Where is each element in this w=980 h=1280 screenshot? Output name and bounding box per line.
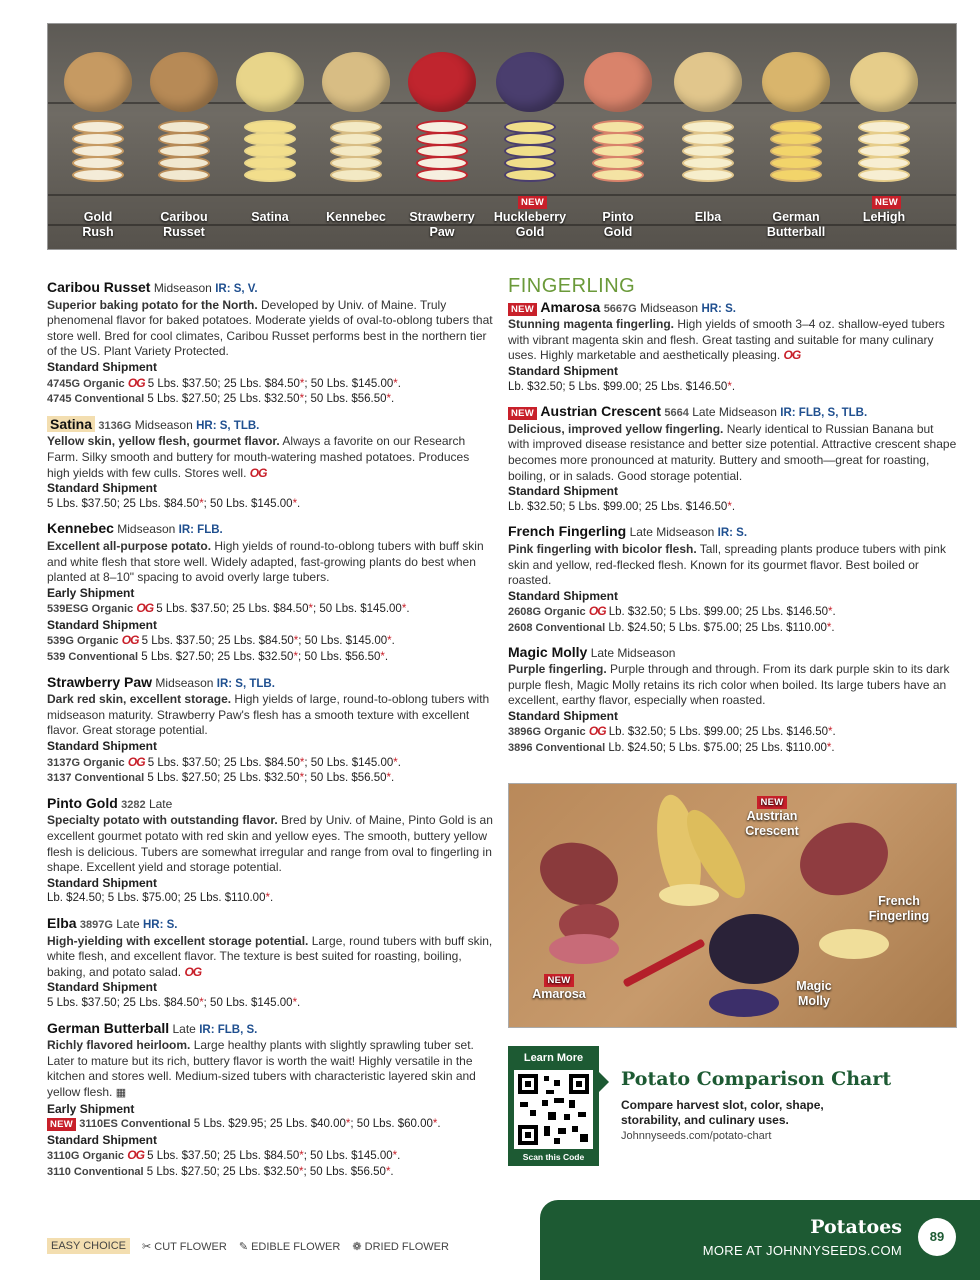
organic-icon: OG — [588, 604, 606, 619]
variety-kennebec: Kennebec Midseason IR: FLB. Excellent all-purpose potato. High yields of round-to-oblong tubers with buff skin and white flesh that store well. Widely adapted, fast-growing plants do best when planted at 8–10" spacing to avoid overly large tubers. Early Shipment 539ESG Organic OG 5 Lbs. $37.50; 25 Lbs. $84.50*; 50 Lbs. $145.00*. Standard Shipment 539G Organic OG 5 Lbs. $37.50; 25 Lbs. $84.50*; 50 Lbs. $145.00*. 539 Conventional 5 Lbs. $27.50; 25 Lbs. $32.50*; 50 Lbs. $56.50*. — [47, 520, 495, 665]
variety-strawberry-paw: Strawberry Paw Midseason IR: S, TLB. Dark red skin, excellent storage. High yields of large, round-to-oblong tubers with midseason maturity. Strawberry Paw's flesh has a smooth texture with excellent flavor. Great storage potential. Standard Shipment 3137G Organic OG 5 Lbs. $37.50; 25 Lbs. $84.50*; 50 Lbs. $145.00*. 3137 Conventional 5 Lbs. $27.50; 25 Lbs. $32.50*; 50 Lbs. $56.50*. — [47, 674, 495, 787]
new-badge: NEW — [518, 196, 547, 209]
arrow-right-icon — [599, 1072, 609, 1092]
price-line: 3137G Organic OG 5 Lbs. $37.50; 25 Lbs. $84.50*; 50 Lbs. $145.00*. — [47, 754, 401, 769]
new-badge: NEW — [508, 407, 537, 420]
photo-label-french: French Fingerling — [868, 894, 930, 923]
photo-label-austrian: NEW Austrian Crescent — [745, 797, 799, 838]
organic-icon: OG — [127, 375, 145, 390]
price-line: 2608G Organic OG Lb. $32.50; 5 Lbs. $99.00; 25 Lbs. $146.50*. — [508, 604, 836, 619]
potato-slice — [770, 168, 822, 182]
chart-description: Compare harvest slot, color, shape, storability, and culinary uses. — [621, 1098, 824, 1127]
scissors-icon: ✂ — [142, 1240, 152, 1253]
price-line: 5 Lbs. $37.50; 25 Lbs. $84.50*; 50 Lbs. $145.00*. — [47, 497, 301, 510]
page-number: 89 — [918, 1218, 956, 1256]
potato-slices — [244, 120, 296, 190]
price-line: 3896G Organic OG Lb. $32.50; 5 Lbs. $99.00; 25 Lbs. $146.50*. — [508, 724, 836, 739]
organic-icon: OG — [127, 754, 145, 769]
organic-icon: OG — [588, 724, 606, 739]
potato-slices — [682, 120, 734, 190]
potato-whole — [584, 52, 652, 112]
legend-cut-flower: ✂ CUT FLOWER — [142, 1240, 227, 1253]
potato-whole — [674, 52, 742, 112]
potato-slices — [858, 120, 910, 190]
variety-austrian-crescent: NEW Austrian Crescent 5664 Late Midseason IR: FLB, S, TLB. Delicious, improved yellow fingerling. Nearly identical to Russian Banana but with improved disease resistance and better size potential. Attractive crescent shape becomes more pronounced at maturity. Buttery and smooth—great for roasting, boiling, or in salads. Good storage potential. Standard Shipment Lb. $32.50; 5 Lbs. $99.00; 25 Lbs. $146.50*. — [508, 403, 957, 515]
potato-slices — [504, 120, 556, 190]
potato-shape — [709, 914, 799, 984]
potato-shape — [531, 832, 627, 916]
price-line: 539G Organic OG 5 Lbs. $37.50; 25 Lbs. $84.50*; 50 Lbs. $145.00*. — [47, 633, 395, 648]
organic-icon: OG — [136, 601, 154, 616]
shipment-heading: Standard Shipment — [47, 359, 158, 374]
legend-dried-flower: ❁ DRIED FLOWER — [352, 1240, 449, 1253]
new-badge: NEW — [47, 1118, 76, 1131]
potato-slice — [330, 168, 382, 182]
price-line: 3110G Organic OG 5 Lbs. $37.50; 25 Lbs. $84.50*; 50 Lbs. $145.00*. — [47, 1148, 401, 1163]
price-line: NEW 3110ES Conventional 5 Lbs. $29.95; 25 Lbs. $40.00*; 50 Lbs. $60.00*. — [47, 1117, 495, 1133]
hero-variety-label: Caribou Russet — [160, 210, 208, 239]
potato-slice — [682, 168, 734, 182]
hero-variety-label: Kennebec — [326, 210, 386, 224]
variety-description: Developed by Univ. of Maine. Truly phenomenal flavor for baked potatoes. Moderate yields of oval-to-oblong tubers that store well. Bred for cool climates, Caribou Russet performs best in the northern tier of the US. Plant Variety Protected. — [47, 297, 493, 359]
variety-magic-molly: Magic Molly Late Midseason Purple fingerling. Purple through and through. From its dark purple skin to its dark purple flesh, Magic Molly retains its rich color when boiled. Its large tubers have an excellent, earthy flavor, especially when roasted. Standard Shipment 3896G Organic OG Lb. $32.50; 5 Lbs. $99.00; 25 Lbs. $146.50*. 3896 Conventional Lb. $24.50; 5 Lbs. $75.00; 25 Lbs. $110.00*. — [508, 644, 957, 756]
new-badge: NEW — [508, 303, 537, 316]
potato-whole — [322, 52, 390, 112]
price-line: 2608 Conventional Lb. $24.50; 5 Lbs. $75.00; 25 Lbs. $110.00*. — [508, 621, 835, 634]
edible-flower-icon: ✎ — [238, 1240, 249, 1253]
variety-pinto-gold: Pinto Gold 3282 Late Specialty potato with outstanding flavor. Bred by Univ. of Maine, Pinto Gold is an excellent gourmet potato with red skin and yellow eyes. The smooth, buttery yellow flesh is delicious. Tubers are somewhat irregular and range from oval to fingerling in shape. Excellent yield and storage potential. Standard Shipment Lb. $24.50; 5 Lbs. $75.00; 25 Lbs. $110.00*. — [47, 795, 495, 907]
hero-variety-label: LeHigh — [862, 210, 906, 224]
potato-slices — [770, 120, 822, 190]
new-badge: NEW — [872, 196, 901, 209]
qr-learn-more: Learn More — [523, 1052, 584, 1064]
left-column — [47, 279, 495, 1188]
price-line: 539ESG Organic OG 5 Lbs. $37.50; 25 Lbs. $84.50*; 50 Lbs. $145.00*. — [47, 601, 410, 616]
organic-icon: OG — [184, 964, 202, 979]
organic-icon: OG — [121, 633, 139, 648]
price-line: Lb. $32.50; 5 Lbs. $99.00; 25 Lbs. $146.50*. — [508, 500, 736, 513]
potato-slice — [709, 989, 779, 1017]
hero-variety-label: German Butterball — [766, 210, 826, 239]
variety-lead: Superior baking potato for the North. — [47, 297, 258, 312]
variety-resistance: IR: S, V. — [215, 283, 258, 295]
hero-variety-label: Huckleberry Gold — [493, 210, 567, 239]
hero-potato-photo — [47, 23, 957, 250]
potato-slices — [416, 120, 468, 190]
potato-slice — [72, 168, 124, 182]
variety-code: 3136G — [98, 419, 132, 432]
hero-variety-label: Satina — [251, 210, 289, 224]
price-line: 4745 Conventional 5 Lbs. $27.50; 25 Lbs. $32.50*; 50 Lbs. $56.50*. — [47, 393, 395, 406]
section-heading-fingerling: FINGERLING — [508, 275, 636, 297]
chart-title: Potato Comparison Chart — [621, 1068, 892, 1090]
photo-label-molly: Magic Molly — [796, 979, 832, 1008]
variety-amarosa: NEW Amarosa 5667G Midseason HR: S. Stunning magenta fingerling. High yields of smooth 3–4 oz. shallow-eyed tubers with vibrant magenta skin and flesh. Great tasting and suitable for many culinary uses. Highly marketable and aesthetically pleasing. OG Standard Shipment Lb. $32.50; 5 Lbs. $99.00; 25 Lbs. $146.50*. — [508, 299, 957, 396]
price-line: 3137 Conventional 5 Lbs. $27.50; 25 Lbs. $32.50*; 50 Lbs. $56.50*. — [47, 772, 395, 785]
hero-variety-label: Pinto Gold — [602, 210, 634, 239]
price-line: 5 Lbs. $37.50; 25 Lbs. $84.50*; 50 Lbs. $145.00*. — [47, 996, 301, 1009]
price-line: 4745G Organic OG 5 Lbs. $37.50; 25 Lbs. $84.50*; 50 Lbs. $145.00*. — [47, 375, 401, 390]
price-line: Lb. $24.50; 5 Lbs. $75.00; 25 Lbs. $110.00*. — [47, 892, 274, 905]
organic-icon: OG — [783, 348, 801, 363]
variety-name: Satina — [47, 416, 95, 432]
potato-slice — [244, 168, 296, 182]
icon-legend — [47, 1238, 449, 1254]
potato-whole — [496, 52, 564, 112]
potato-whole — [64, 52, 132, 112]
hero-variety-label: Strawberry Paw — [409, 210, 475, 239]
organic-icon: OG — [249, 465, 267, 480]
qr-code-icon[interactable] — [514, 1070, 593, 1149]
variety-elba: Elba 3897G Late HR: S. High-yielding with excellent storage potential. Large, round tubers with buff skin, white flesh, and excellent flavor. The texture is best suited for roasting, boiling, baking, and potato salad. OG Standard Shipment 5 Lbs. $37.50; 25 Lbs. $84.50*; 50 Lbs. $145.00*. — [47, 915, 495, 1012]
potato-slice — [158, 168, 210, 182]
hero-variety-label: Gold Rush — [82, 210, 114, 239]
page-footer — [540, 1200, 980, 1280]
variety-name: Caribou Russet — [47, 279, 151, 295]
price-line: 3110 Conventional 5 Lbs. $27.50; 25 Lbs. $32.50*; 50 Lbs. $56.50*. — [47, 1165, 394, 1178]
potato-whole — [762, 52, 830, 112]
potato-whole — [408, 52, 476, 112]
variety-season: Midseason — [153, 281, 212, 295]
potato-slice — [819, 929, 889, 959]
potato-slice — [504, 168, 556, 182]
potato-slice — [592, 168, 644, 182]
qr-pattern — [514, 1070, 593, 1149]
legend-easy-choice: EASY CHOICE — [47, 1238, 130, 1254]
fingerling-photo — [508, 783, 957, 1028]
potato-slices — [72, 120, 124, 190]
wood-plank-line — [48, 194, 956, 196]
hero-variety-label: Elba — [694, 210, 722, 224]
qr-code-block[interactable] — [508, 1046, 599, 1166]
potato-slice — [549, 934, 619, 964]
variety-satina: Satina 3136G Midseason HR: S, TLB. Yellow skin, yellow flesh, gourmet flavor. Always a favorite on our Research Farm. Silky smooth and buttery for mouth-watering mashed potatoes. Produces high yields with few culls. Stores well. OG Standard Shipment 5 Lbs. $37.50; 25 Lbs. $84.50*; 50 Lbs. $145.00*. — [47, 416, 495, 513]
photo-label-amarosa: NEW Amarosa — [532, 975, 586, 1001]
potato-slice — [858, 168, 910, 182]
footer-section-title: Potatoes — [810, 1216, 902, 1238]
potato-slices — [330, 120, 382, 190]
heirloom-icon: ▦ — [115, 1086, 127, 1099]
dried-flower-icon: ❁ — [352, 1240, 362, 1253]
variety-caribou-russet — [47, 279, 495, 408]
chart-link[interactable]: Johnnyseeds.com/potato-chart — [621, 1130, 772, 1142]
potato-whole — [850, 52, 918, 112]
potato-slices — [592, 120, 644, 190]
legend-edible-flower: ✎ EDIBLE FLOWER — [238, 1240, 341, 1253]
knife — [622, 938, 705, 987]
price-line: 3896 Conventional Lb. $24.50; 5 Lbs. $75.00; 25 Lbs. $110.00*. — [508, 742, 835, 755]
price-line: 539 Conventional 5 Lbs. $27.50; 25 Lbs. $32.50*; 50 Lbs. $56.50*. — [47, 651, 389, 664]
price-line: Lb. $32.50; 5 Lbs. $99.00; 25 Lbs. $146.50*. — [508, 380, 736, 393]
right-column — [508, 275, 957, 765]
potato-slice — [659, 884, 719, 906]
variety-french-fingerling: French Fingerling Late Midseason IR: S. Pink fingerling with bicolor flesh. Tall, spreading plants produce tubers with pink skin and yellow, red-flecked flesh. Known for its gourmet flavor. Best boiled or roasted. Standard Shipment 2608G Organic OG Lb. $32.50; 5 Lbs. $99.00; 25 Lbs. $146.50*. 2608 Conventional Lb. $24.50; 5 Lbs. $75.00; 25 Lbs. $110.00*. — [508, 523, 957, 636]
qr-scan-label: Scan this Code — [522, 1152, 585, 1162]
footer-website-link[interactable]: MORE AT JOHNNYSEEDS.COM — [702, 1243, 902, 1258]
potato-whole — [236, 52, 304, 112]
variety-german-butterball: German Butterball Late IR: FLB, S. Richly flavored heirloom. Large healthy plants with slightly sprawling tuber set. Later to mature but its rich, buttery flavor is worth the wait! Highly versatile in the kitchen and stores well. Medium-sized tubers with characteristic layered skin and yellow flesh. ▦ Early Shipment NEW 3110ES Conventional 5 Lbs. $29.95; 25 Lbs. $40.00*; 50 Lbs. $60.00*. Standard Shipment 3110G Organic OG 5 Lbs. $37.50; 25 Lbs. $84.50*; 50 Lbs. $145.00*. 3110 Conventional 5 Lbs. $27.50; 25 Lbs. $32.50*; 50 Lbs. $56.50*. — [47, 1020, 495, 1181]
potato-slice — [416, 168, 468, 182]
organic-icon: OG — [127, 1148, 144, 1163]
potato-whole — [150, 52, 218, 112]
potato-slices — [158, 120, 210, 190]
